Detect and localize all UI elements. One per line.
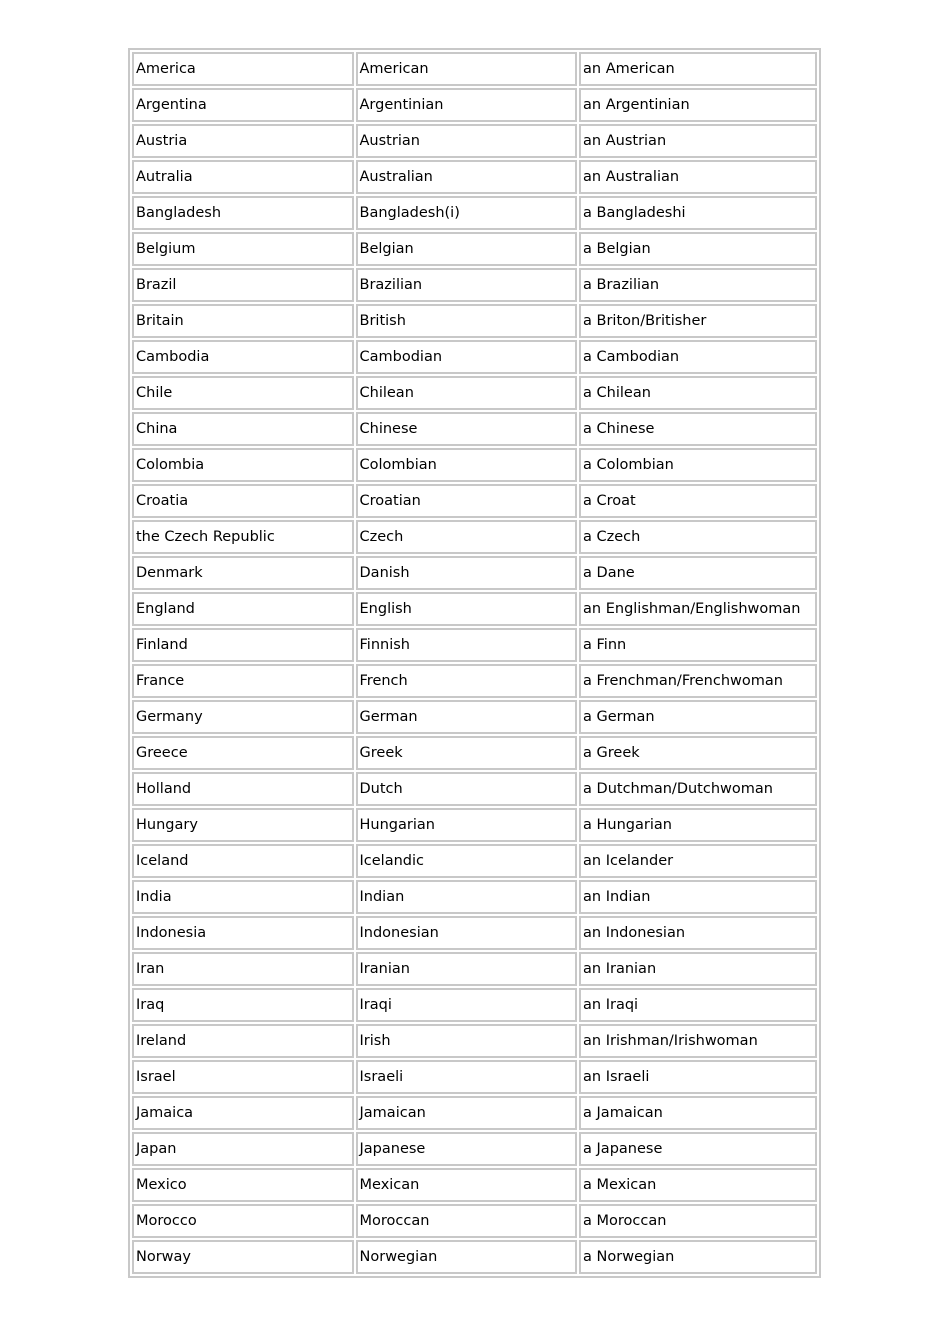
table-row <box>132 988 817 1022</box>
table-row <box>132 52 817 86</box>
table-row <box>132 592 817 626</box>
country-cell: Chile <box>132 376 354 410</box>
table-row <box>132 952 817 986</box>
table-row <box>132 160 817 194</box>
person-cell: an Icelander <box>579 844 817 878</box>
table-row <box>132 196 817 230</box>
country-cell: Cambodia <box>132 340 354 374</box>
country-cell: Colombia <box>132 448 354 482</box>
table-row <box>132 844 817 878</box>
person-cell: an Austrian <box>579 124 817 158</box>
table-row <box>132 376 817 410</box>
adjective-cell: Danish <box>356 556 578 590</box>
adjective-cell: Moroccan <box>356 1204 578 1238</box>
person-cell: a Croat <box>579 484 817 518</box>
person-cell: a Greek <box>579 736 817 770</box>
country-cell: Norway <box>132 1240 354 1274</box>
person-cell: an Indonesian <box>579 916 817 950</box>
adjective-cell: English <box>356 592 578 626</box>
person-cell: an Englishman/Englishwoman <box>579 592 817 626</box>
table-row <box>132 916 817 950</box>
country-cell: Holland <box>132 772 354 806</box>
table-row <box>132 484 817 518</box>
country-cell: Greece <box>132 736 354 770</box>
country-cell: Morocco <box>132 1204 354 1238</box>
adjective-cell: Czech <box>356 520 578 554</box>
adjective-cell: Irish <box>356 1024 578 1058</box>
country-cell: China <box>132 412 354 446</box>
adjective-cell: Hungarian <box>356 808 578 842</box>
adjective-cell: Austrian <box>356 124 578 158</box>
table-row <box>132 1060 817 1094</box>
table-row <box>132 520 817 554</box>
adjective-cell: Mexican <box>356 1168 578 1202</box>
person-cell: a Frenchman/Frenchwoman <box>579 664 817 698</box>
person-cell: a Jamaican <box>579 1096 817 1130</box>
country-cell: Mexico <box>132 1168 354 1202</box>
adjective-cell: Icelandic <box>356 844 578 878</box>
person-cell: an American <box>579 52 817 86</box>
table-row <box>132 808 817 842</box>
adjective-cell: Croatian <box>356 484 578 518</box>
person-cell: a Bangladeshi <box>579 196 817 230</box>
country-cell: Germany <box>132 700 354 734</box>
table-body <box>132 52 817 1274</box>
person-cell: a Belgian <box>579 232 817 266</box>
adjective-cell: Japanese <box>356 1132 578 1166</box>
nationalities-table <box>128 48 821 1278</box>
country-cell: Britain <box>132 304 354 338</box>
adjective-cell: Dutch <box>356 772 578 806</box>
table-row <box>132 1132 817 1166</box>
person-cell: a Finn <box>579 628 817 662</box>
person-cell: a German <box>579 700 817 734</box>
adjective-cell: Australian <box>356 160 578 194</box>
adjective-cell: Indian <box>356 880 578 914</box>
adjective-cell: British <box>356 304 578 338</box>
table-row <box>132 232 817 266</box>
person-cell: an Australian <box>579 160 817 194</box>
person-cell: an Israeli <box>579 1060 817 1094</box>
adjective-cell: Brazilian <box>356 268 578 302</box>
country-cell: Bangladesh <box>132 196 354 230</box>
country-cell: Hungary <box>132 808 354 842</box>
country-cell: Brazil <box>132 268 354 302</box>
country-cell: India <box>132 880 354 914</box>
table-row <box>132 304 817 338</box>
country-cell: Iceland <box>132 844 354 878</box>
adjective-cell: Belgian <box>356 232 578 266</box>
person-cell: an Argentinian <box>579 88 817 122</box>
table-row <box>132 628 817 662</box>
person-cell: a Colombian <box>579 448 817 482</box>
table-row <box>132 268 817 302</box>
table-row <box>132 1168 817 1202</box>
person-cell: a Cambodian <box>579 340 817 374</box>
adjective-cell: Iranian <box>356 952 578 986</box>
country-cell: Belgium <box>132 232 354 266</box>
country-cell: Israel <box>132 1060 354 1094</box>
person-cell: a Japanese <box>579 1132 817 1166</box>
country-cell: Iran <box>132 952 354 986</box>
adjective-cell: Greek <box>356 736 578 770</box>
person-cell: a Czech <box>579 520 817 554</box>
table-row <box>132 124 817 158</box>
table-row <box>132 736 817 770</box>
person-cell: a Moroccan <box>579 1204 817 1238</box>
person-cell: a Mexican <box>579 1168 817 1202</box>
adjective-cell: Colombian <box>356 448 578 482</box>
table-row <box>132 1240 817 1274</box>
adjective-cell: German <box>356 700 578 734</box>
table-row <box>132 1096 817 1130</box>
person-cell: a Dutchman/Dutchwoman <box>579 772 817 806</box>
country-cell: Finland <box>132 628 354 662</box>
table-row <box>132 340 817 374</box>
country-cell: Argentina <box>132 88 354 122</box>
country-cell: Austria <box>132 124 354 158</box>
country-cell: Iraq <box>132 988 354 1022</box>
country-cell: France <box>132 664 354 698</box>
adjective-cell: Argentinian <box>356 88 578 122</box>
country-cell: Autralia <box>132 160 354 194</box>
adjective-cell: Chilean <box>356 376 578 410</box>
country-cell: America <box>132 52 354 86</box>
table-row <box>132 700 817 734</box>
person-cell: an Indian <box>579 880 817 914</box>
table-row <box>132 880 817 914</box>
table-row <box>132 88 817 122</box>
country-cell: Croatia <box>132 484 354 518</box>
adjective-cell: Bangladesh(i) <box>356 196 578 230</box>
person-cell: a Brazilian <box>579 268 817 302</box>
adjective-cell: Finnish <box>356 628 578 662</box>
person-cell: a Hungarian <box>579 808 817 842</box>
table-row <box>132 772 817 806</box>
table-row <box>132 664 817 698</box>
adjective-cell: Cambodian <box>356 340 578 374</box>
adjective-cell: Iraqi <box>356 988 578 1022</box>
adjective-cell: American <box>356 52 578 86</box>
table-row <box>132 1204 817 1238</box>
country-cell: Indonesia <box>132 916 354 950</box>
country-cell: Denmark <box>132 556 354 590</box>
adjective-cell: Norwegian <box>356 1240 578 1274</box>
country-cell: Ireland <box>132 1024 354 1058</box>
country-cell: Jamaica <box>132 1096 354 1130</box>
table-row <box>132 556 817 590</box>
adjective-cell: Indonesian <box>356 916 578 950</box>
person-cell: a Chinese <box>579 412 817 446</box>
adjective-cell: Israeli <box>356 1060 578 1094</box>
adjective-cell: French <box>356 664 578 698</box>
adjective-cell: Jamaican <box>356 1096 578 1130</box>
person-cell: an Irishman/Irishwoman <box>579 1024 817 1058</box>
country-cell: Japan <box>132 1132 354 1166</box>
table-row <box>132 412 817 446</box>
person-cell: an Iranian <box>579 952 817 986</box>
person-cell: a Dane <box>579 556 817 590</box>
person-cell: a Norwegian <box>579 1240 817 1274</box>
person-cell: a Briton/Britisher <box>579 304 817 338</box>
adjective-cell: Chinese <box>356 412 578 446</box>
person-cell: an Iraqi <box>579 988 817 1022</box>
table-row <box>132 448 817 482</box>
country-cell: the Czech Republic <box>132 520 354 554</box>
country-cell: England <box>132 592 354 626</box>
person-cell: a Chilean <box>579 376 817 410</box>
table-row <box>132 1024 817 1058</box>
